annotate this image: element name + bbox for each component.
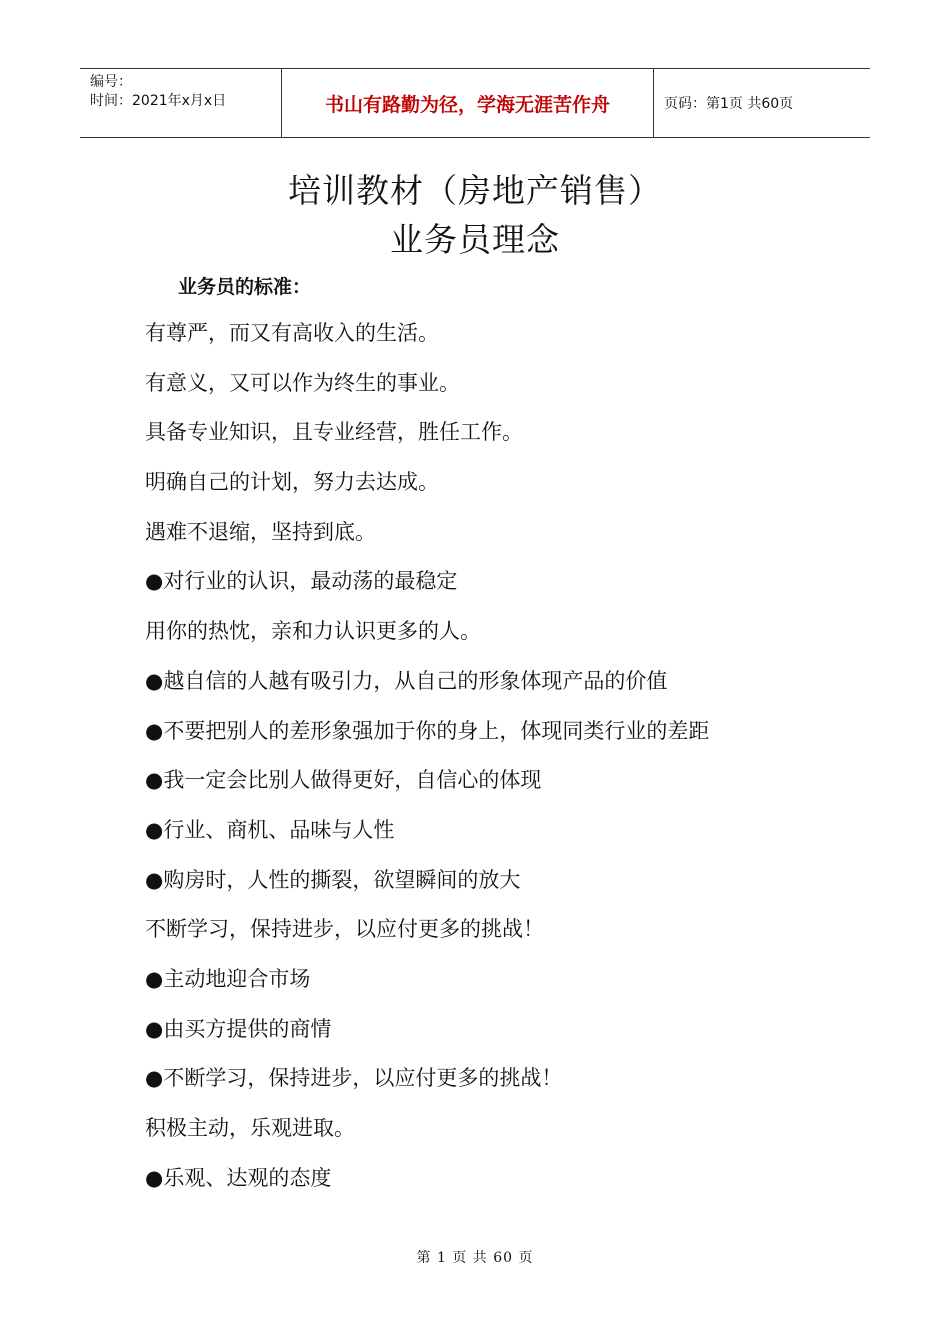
header-table	[80, 68, 870, 138]
bullet-line: ●不断学习，保持进步，以应付更多的挑战！	[145, 1066, 563, 1091]
document-title: 培训教材（房地产销售）	[288, 171, 662, 210]
body-line: 用你的热忱，亲和力认识更多的人。	[145, 619, 481, 644]
body-line: 不断学习，保持进步，以应付更多的挑战！	[145, 917, 544, 942]
page-footer: 第 1 页 共 60 页	[416, 1250, 534, 1266]
body-line: 明确自己的计划，努力去达成。	[145, 470, 439, 495]
time-label: 时间：2021年x月x日	[90, 93, 227, 109]
bullet-line: ●由买方提供的商情	[145, 1016, 332, 1041]
bullet-line: ●对行业的认识，最动荡的最稳定	[145, 569, 458, 594]
body-line: 遇难不退缩，坚持到底。	[145, 519, 376, 544]
body-line: 有意义，又可以作为终生的事业。	[145, 370, 460, 395]
header-motto: 书山有路勤为径，学海无涯苦作舟	[282, 69, 654, 137]
section-heading: 业务员的标准：	[178, 276, 312, 298]
bullet-line: ●我一定会比别人做得更好，自信心的体现	[145, 768, 542, 793]
header-page-info: 页码：第1页 共60页	[664, 96, 794, 112]
bullet-line: ●行业、商机、品味与人性	[145, 817, 395, 842]
body-line: 积极主动，乐观进取。	[145, 1116, 355, 1140]
number-label: 编号：	[90, 74, 132, 90]
document-subtitle: 业务员理念	[390, 220, 560, 259]
bullet-line: ●主动地迎合市场	[145, 966, 311, 991]
body-line: 具备专业知识，且专业经营，胜任工作。	[145, 420, 523, 445]
header-meta-cell	[80, 69, 282, 137]
bullet-line: ●越自信的人越有吸引力，从自己的形象体现产品的价值	[145, 668, 668, 693]
bullet-line: ●乐观、达观的态度	[145, 1165, 332, 1190]
bullet-line: ●不要把别人的差形象强加于你的身上，体现同类行业的差距	[145, 718, 710, 743]
bullet-line: ●购房时，人性的撕裂，欲望瞬间的放大	[145, 867, 521, 892]
body-line: 有尊严，而又有高收入的生活。	[145, 321, 439, 345]
body-text	[145, 318, 905, 1212]
